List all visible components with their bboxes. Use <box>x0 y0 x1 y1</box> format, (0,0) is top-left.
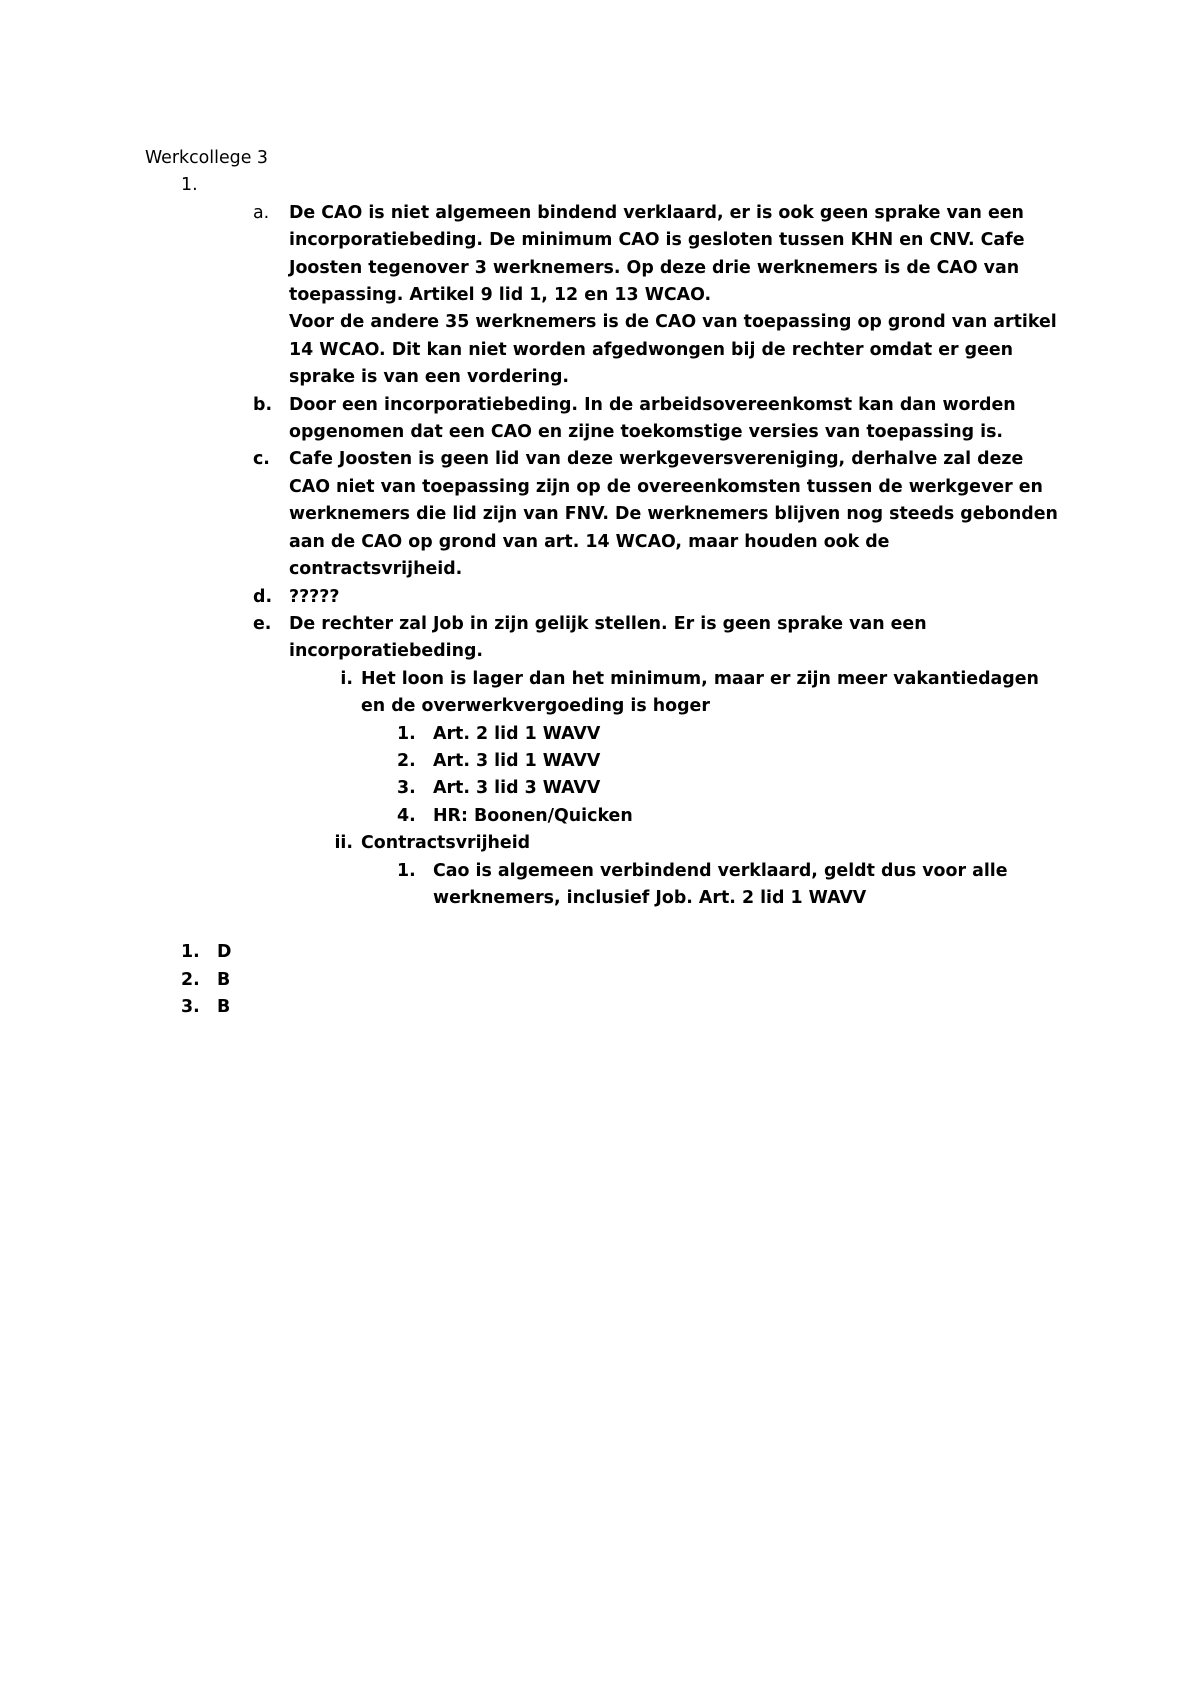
document-title: Werkcollege 3 <box>145 148 268 168</box>
paragraph: Cao is algemeen verbindend verklaard, geldt dus voor alle werknemers, inclusief Job. Art. 2 lid 1 WAVV <box>433 860 1008 908</box>
paragraph: De rechter zal Job in zijn gelijk stellen. Er is geen sprake van een incorporatiebeding. <box>289 613 927 662</box>
paragraph: Voor de andere 35 werknemers is de CAO van toepassing op grond van artikel 14 WCAO. Dit kan niet worden afgedwongen bij de rechter omdat er geen sprake is van een vordering. <box>289 312 1057 388</box>
list-marker: 1. <box>181 942 200 963</box>
paragraph: Art. 3 lid 1 WAVV <box>433 750 601 771</box>
paragraph: Cafe Joosten is geen lid van deze werkgeversvereniging, derhalve zal deze CAO niet van toepassing zijn op de overeenkomsten tussen de werkgever en werknemers die lid zijn van FNV. De werknemers blijven nog steeds gebonden aan de CAO op grond van art. 14 WCAO, maar houden ook de contractsvrijheid. <box>289 449 1058 580</box>
list-marker: ii. <box>334 833 353 854</box>
list-item-e-i-4 <box>145 803 1065 830</box>
list-item-c <box>145 446 1065 583</box>
paragraph: Door een incorporatiebeding. In de arbeidsovereenkomst kan dan worden opgenomen dat een CAO en zijne toekomstige versies van toepassing is. <box>289 394 1016 443</box>
list-marker: 1. <box>397 860 416 881</box>
paragraph: Art. 3 lid 3 WAVV <box>433 778 601 799</box>
list-marker: 2. <box>397 750 416 771</box>
answer-text: D <box>217 942 232 963</box>
list-marker: 3. <box>181 997 200 1018</box>
document-body <box>145 145 1065 1022</box>
paragraph: ????? <box>289 586 340 607</box>
list-item-e-ii-1 <box>145 858 1065 913</box>
list-item-e-ii <box>145 830 1065 857</box>
answer-3 <box>145 994 1065 1021</box>
answer-text: B <box>217 997 231 1018</box>
list-marker: i. <box>340 668 353 689</box>
list-marker: 4. <box>397 805 416 826</box>
paragraph: HR: Boonen/Quicken <box>433 805 633 826</box>
list-item-e-i-1 <box>145 721 1065 748</box>
list-marker: 2. <box>181 969 200 990</box>
answer-text: B <box>217 969 231 990</box>
list-marker: c. <box>253 449 270 470</box>
paragraph: Het loon is lager dan het minimum, maar er zijn meer vakantiedagen en de overwerkvergoeding is hoger <box>361 668 1039 717</box>
list-item-b <box>145 392 1065 447</box>
list-marker: 1. <box>181 175 198 196</box>
question-1 <box>145 172 1065 199</box>
list-item-e-i-3 <box>145 775 1065 802</box>
list-item-a <box>145 200 1065 392</box>
list-marker: e. <box>253 613 272 634</box>
list-item-e-i-2 <box>145 748 1065 775</box>
answer-2 <box>145 967 1065 994</box>
list-marker: a. <box>253 202 270 223</box>
list-item-d <box>145 584 1065 611</box>
paragraph: Contractsvrijheid <box>361 833 531 854</box>
list-marker: 3. <box>397 778 416 799</box>
list-marker: 1. <box>397 723 416 744</box>
answer-1 <box>145 939 1065 966</box>
list-item-e-i <box>145 666 1065 721</box>
list-marker: d. <box>253 586 273 607</box>
paragraph: De CAO is niet algemeen bindend verklaard, er is ook geen sprake van een incorporatiebeding. De minimum CAO is gesloten tussen KHN en CNV. Cafe Joosten tegenover 3 werknemers. Op deze drie werknemers is de CAO van toepassing. Artikel 9 lid 1, 12 en 13 WCAO. <box>289 202 1025 306</box>
list-marker: b. <box>253 394 273 415</box>
list-item-e <box>145 611 1065 666</box>
paragraph: Art. 2 lid 1 WAVV <box>433 723 601 744</box>
